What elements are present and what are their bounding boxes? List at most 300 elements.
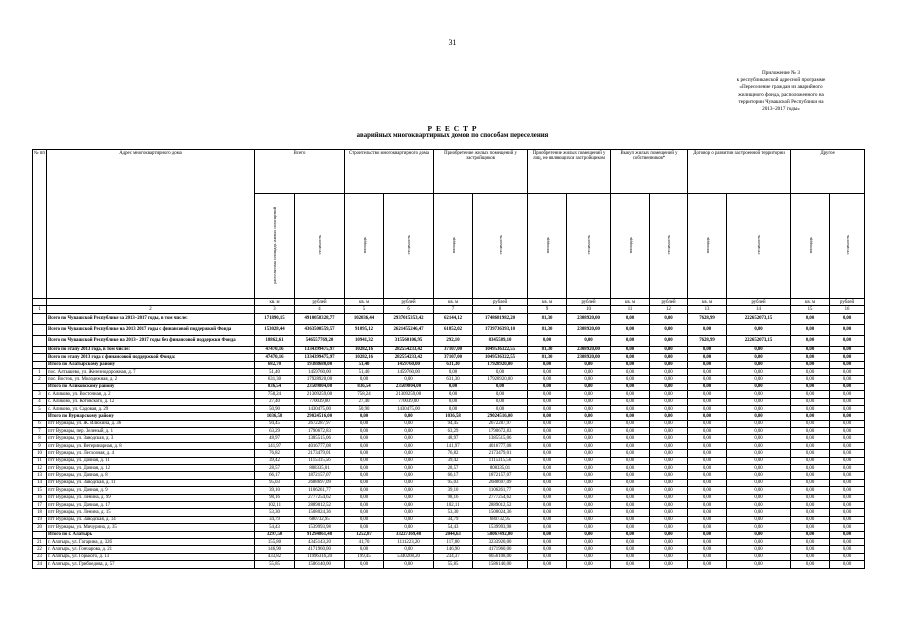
row-value: 0,00 bbox=[688, 428, 727, 435]
row-value: 0,00 bbox=[528, 413, 567, 420]
row-value: 0,00 bbox=[727, 501, 791, 508]
row-value: 0,00 bbox=[345, 561, 384, 568]
row-value: 2621455246,47 bbox=[384, 324, 434, 335]
header-subcolumn bbox=[611, 194, 650, 299]
row-value: 0,00 bbox=[688, 450, 727, 457]
row-value: 141,97 bbox=[434, 442, 473, 449]
row-value: 0,00 bbox=[830, 553, 865, 560]
row-value: 81,30 bbox=[528, 346, 567, 353]
row-value: 0,00 bbox=[528, 335, 567, 346]
row-value: 0,00 bbox=[384, 442, 434, 449]
row-value: 3297,50 bbox=[255, 531, 295, 538]
row-value: 0,00 bbox=[727, 524, 791, 531]
row-value: 234,37 bbox=[434, 553, 473, 560]
row-value: 155,80 bbox=[255, 538, 295, 545]
units-cell: рублей bbox=[830, 299, 865, 306]
row-value: 0,00 bbox=[611, 465, 650, 472]
row-value: 0,00 bbox=[384, 376, 434, 383]
row-value: 55,85 bbox=[255, 561, 295, 568]
row-value: 4171960,00 bbox=[473, 546, 528, 553]
header-subcolumn bbox=[473, 194, 528, 299]
table-row bbox=[33, 479, 865, 486]
row-value: 1872157,07 bbox=[295, 472, 345, 479]
row-value: 0,00 bbox=[727, 457, 791, 464]
column-number-cell: 2 bbox=[47, 306, 255, 313]
row-value: 0,00 bbox=[727, 516, 791, 523]
appendix-line: 2013–2017 годы» bbox=[762, 106, 800, 113]
header-subcolumn bbox=[384, 194, 434, 299]
row-value: 0,00 bbox=[567, 361, 611, 368]
row-value: 1334399475,97 bbox=[295, 346, 345, 353]
row-value: 0,00 bbox=[528, 561, 567, 568]
row-value: 0,00 bbox=[830, 538, 865, 545]
row-number: 11 bbox=[33, 457, 47, 464]
row-value: 1049536322,55 bbox=[473, 354, 528, 361]
row-address: пгт Вурнары, ул. Заводская, д. 14 bbox=[47, 516, 255, 523]
row-value: 0,00 bbox=[791, 354, 830, 361]
row-value: 0,00 bbox=[727, 346, 791, 353]
row-value: 2173479,01 bbox=[295, 450, 345, 457]
row-value: 770039,00 bbox=[384, 398, 434, 405]
row-value: 10941,32 bbox=[345, 335, 384, 346]
row-value: 1748681982,20 bbox=[473, 313, 528, 324]
row-value: 0,00 bbox=[528, 501, 567, 508]
row-value: 0,00 bbox=[567, 405, 611, 412]
row-value: 0,00 bbox=[650, 354, 688, 361]
row-value: 117,80 bbox=[434, 538, 473, 545]
row-value: 0,00 bbox=[650, 479, 688, 486]
column-number-cell: 13 bbox=[688, 306, 727, 313]
row-value: 0,00 bbox=[345, 516, 384, 523]
row-value: 0,00 bbox=[650, 494, 688, 501]
row-value: 0,00 bbox=[830, 524, 865, 531]
row-value: 0,00 bbox=[611, 376, 650, 383]
row-value: 0,00 bbox=[528, 465, 567, 472]
row-value: 0,00 bbox=[434, 391, 473, 398]
appendix-line: территории Чувашской Республики на bbox=[738, 98, 824, 105]
row-value: 21309259,00 bbox=[295, 391, 345, 398]
row-value: 0,00 bbox=[830, 442, 865, 449]
row-value: 0,00 bbox=[688, 368, 727, 375]
row-value: 0,00 bbox=[727, 324, 791, 335]
row-value: 0,00 bbox=[650, 420, 688, 427]
row-value: 2777254,62 bbox=[473, 494, 528, 501]
row-address: Всего по Чувашской Республике на 2013– 2017 годы без финансовой поддержки Фонда bbox=[47, 335, 255, 346]
table-row bbox=[33, 442, 865, 449]
row-value: 0,00 bbox=[830, 494, 865, 501]
row-value: 1430475,00 bbox=[384, 405, 434, 412]
row-value: 0,00 bbox=[830, 376, 865, 383]
summary-row bbox=[33, 346, 865, 353]
row-value: 0,00 bbox=[791, 361, 830, 368]
column-number-cell: 7 bbox=[434, 306, 473, 313]
row-number bbox=[33, 346, 47, 353]
row-value: 0,00 bbox=[345, 494, 384, 501]
row-value: 0,00 bbox=[791, 524, 830, 531]
table-row bbox=[33, 405, 865, 412]
row-value: 0,00 bbox=[650, 383, 688, 390]
header-subcolumn-label: стоимость bbox=[586, 235, 592, 255]
row-number: 7 bbox=[33, 428, 47, 435]
row-value: 48,97 bbox=[255, 435, 295, 442]
row-value: 0,00 bbox=[473, 405, 528, 412]
header-subcolumn-label: стоимость bbox=[756, 235, 762, 255]
row-value: 63,29 bbox=[255, 428, 295, 435]
row-value: 29024516,00 bbox=[295, 413, 345, 420]
header-subcolumn bbox=[791, 194, 830, 299]
header-subcolumn-label: стоимость bbox=[497, 235, 503, 255]
row-value: 0,00 bbox=[434, 405, 473, 412]
row-value: 0,00 bbox=[727, 479, 791, 486]
row-value: 0,00 bbox=[688, 494, 727, 501]
row-value: 0,00 bbox=[688, 435, 727, 442]
row-value: 0,00 bbox=[650, 561, 688, 568]
row-value: 0,00 bbox=[567, 472, 611, 479]
row-value: 0,00 bbox=[611, 509, 650, 516]
summary-row bbox=[33, 383, 865, 390]
row-value: 0,00 bbox=[688, 465, 727, 472]
row-value: 2777254,62 bbox=[295, 494, 345, 501]
row-value: 7628,99 bbox=[688, 335, 727, 346]
row-value: 0,00 bbox=[567, 465, 611, 472]
table-row bbox=[33, 398, 865, 405]
row-value: 0,00 bbox=[434, 368, 473, 375]
row-value: 1459760,00 bbox=[384, 361, 434, 368]
row-value: 33227369,48 bbox=[384, 531, 434, 538]
header-subcolumn-label: стоимость bbox=[844, 235, 850, 255]
row-value: 0,00 bbox=[528, 531, 567, 538]
column-number-cell: 11 bbox=[611, 306, 650, 313]
row-value: 0,00 bbox=[688, 472, 727, 479]
row-value: 0,00 bbox=[567, 391, 611, 398]
row-value: 0,00 bbox=[345, 420, 384, 427]
row-address: г. Алатырь, ул. Горького, д. 13 bbox=[47, 553, 255, 560]
row-value: 4363500559,57 bbox=[295, 324, 345, 335]
row-value: 0,00 bbox=[384, 479, 434, 486]
row-value: 0,00 bbox=[384, 487, 434, 494]
row-value: 94,45 bbox=[255, 420, 295, 427]
row-value: 0,00 bbox=[384, 509, 434, 516]
header-subcolumn bbox=[688, 194, 727, 299]
row-value: 1508024,36 bbox=[295, 509, 345, 516]
column-number-cell: 4 bbox=[295, 306, 345, 313]
row-address: пгт Вурнары, ул. Дачная, д. 17 bbox=[47, 501, 255, 508]
header-subcolumn-label: площадь bbox=[544, 236, 550, 254]
row-address: пгт Вурнары, ул. Дачная, д. 8 bbox=[47, 472, 255, 479]
column-number-cell: 12 bbox=[650, 306, 688, 313]
row-value: 0,00 bbox=[345, 546, 384, 553]
row-value: 282554233,42 bbox=[384, 354, 434, 361]
row-value: 0,00 bbox=[611, 428, 650, 435]
row-value: 2672287,97 bbox=[295, 420, 345, 427]
row-value: 0,00 bbox=[567, 413, 611, 420]
row-value: 0,00 bbox=[528, 538, 567, 545]
row-value: 0,00 bbox=[830, 472, 865, 479]
row-value: 0,00 bbox=[528, 428, 567, 435]
row-value: 0,00 bbox=[830, 420, 865, 427]
row-value: 141,97 bbox=[255, 442, 295, 449]
row-value: 146,90 bbox=[255, 546, 295, 553]
table-row bbox=[33, 516, 865, 523]
header-group: Приобретение жилых помещений у лиц, не являющихся застройщиком bbox=[528, 150, 611, 194]
column-number-cell: 1 bbox=[33, 306, 47, 313]
row-value: 0,00 bbox=[567, 509, 611, 516]
column-number-cell: 5 bbox=[345, 306, 384, 313]
table-row bbox=[33, 472, 865, 479]
table-row bbox=[33, 487, 865, 494]
row-value: 2889012,52 bbox=[295, 501, 345, 508]
row-address: пгт Вурнары, пер. Зеленый, д. 1 bbox=[47, 428, 255, 435]
header-subcolumn-label: стоимость bbox=[406, 235, 412, 255]
row-value: 758,24 bbox=[255, 391, 295, 398]
row-value: 0,00 bbox=[791, 383, 830, 390]
row-value: 631,30 bbox=[434, 361, 473, 368]
row-value: 0,00 bbox=[345, 509, 384, 516]
row-address: пгт Вурнары, ул. Ветеринарная, д. 8 bbox=[47, 442, 255, 449]
row-value: 2308920,00 bbox=[567, 354, 611, 361]
row-value: 47470,16 bbox=[255, 346, 295, 353]
header-group: Приобретение жилых помещений у застройщиков bbox=[434, 150, 528, 194]
row-value: 2173479,01 bbox=[473, 450, 528, 457]
document-title: Р Е Е С Т Р bbox=[427, 124, 478, 133]
row-number bbox=[33, 383, 47, 390]
row-value: 1508024,36 bbox=[473, 509, 528, 516]
row-value: 0,00 bbox=[727, 450, 791, 457]
row-value: 0,00 bbox=[688, 420, 727, 427]
row-value: 0,00 bbox=[528, 361, 567, 368]
units-cell: рублей bbox=[650, 299, 688, 306]
row-value: 0,00 bbox=[650, 435, 688, 442]
row-value: 34,79 bbox=[255, 516, 295, 523]
row-value: 0,00 bbox=[611, 405, 650, 412]
row-value: 0,00 bbox=[688, 524, 727, 531]
row-address: пос. Алтышево, ул. Железнодорожная, д. 7 bbox=[47, 368, 255, 375]
row-value: 0,00 bbox=[830, 546, 865, 553]
row-value: 0,00 bbox=[791, 324, 830, 335]
row-number: 13 bbox=[33, 472, 47, 479]
row-value: 0,00 bbox=[528, 398, 567, 405]
header-subcolumn-label: стоимость bbox=[317, 235, 322, 255]
row-value: 54,43 bbox=[255, 524, 295, 531]
row-value: 47470,16 bbox=[255, 354, 295, 361]
row-value: 0,00 bbox=[473, 368, 528, 375]
row-value: 4910058328,77 bbox=[295, 313, 345, 324]
row-value: 0,00 bbox=[791, 472, 830, 479]
row-value: 10282,16 bbox=[345, 346, 384, 353]
column-number-cell: 3 bbox=[255, 306, 295, 313]
row-value: 0,00 bbox=[611, 524, 650, 531]
row-value: 0,00 bbox=[791, 413, 830, 420]
row-value: 1252,87 bbox=[345, 531, 384, 538]
row-value: 631,30 bbox=[434, 376, 473, 383]
row-value: 0,00 bbox=[567, 479, 611, 486]
row-value: 292,10 bbox=[434, 335, 473, 346]
row-value: 27,40 bbox=[345, 398, 384, 405]
units-cell: рублей bbox=[384, 299, 434, 306]
row-value: 0,00 bbox=[791, 335, 830, 346]
header-subcolumn-label: расселяемая площадь жилых помещений bbox=[272, 206, 277, 284]
row-value: 0,00 bbox=[384, 494, 434, 501]
summary-row bbox=[33, 335, 865, 346]
units-cell: кв. м bbox=[611, 299, 650, 306]
row-value: 0,00 bbox=[791, 546, 830, 553]
row-value: 0,00 bbox=[727, 420, 791, 427]
row-value: 1111223,20 bbox=[384, 538, 434, 545]
header-subcolumn bbox=[567, 194, 611, 299]
row-number bbox=[33, 361, 47, 368]
row-value: 0,00 bbox=[791, 442, 830, 449]
row-value: 0,00 bbox=[384, 413, 434, 420]
row-value: 0,00 bbox=[791, 561, 830, 568]
row-value: 0,00 bbox=[727, 398, 791, 405]
row-value: 0,00 bbox=[830, 354, 865, 361]
row-value: 91095,12 bbox=[345, 324, 384, 335]
row-value: 76,82 bbox=[255, 450, 295, 457]
row-number bbox=[33, 413, 47, 420]
row-value: 102,11 bbox=[434, 501, 473, 508]
row-value: 0,00 bbox=[384, 465, 434, 472]
row-value: 0,00 bbox=[650, 428, 688, 435]
row-value: 0,00 bbox=[611, 450, 650, 457]
row-value: 0,00 bbox=[791, 346, 830, 353]
row-value: 0,00 bbox=[830, 405, 865, 412]
row-value: 0,00 bbox=[611, 561, 650, 568]
row-value: 0,00 bbox=[528, 553, 567, 560]
row-value: 0,00 bbox=[791, 531, 830, 538]
row-value: 0,00 bbox=[830, 361, 865, 368]
row-value: 0,00 bbox=[650, 450, 688, 457]
row-value: 0,00 bbox=[650, 472, 688, 479]
row-value: 0,00 bbox=[688, 405, 727, 412]
units-cell: кв. м bbox=[791, 299, 830, 306]
row-value: 0,00 bbox=[650, 457, 688, 464]
row-value: 0,00 bbox=[567, 435, 611, 442]
header-subcolumn bbox=[434, 194, 473, 299]
row-value: 0,00 bbox=[384, 472, 434, 479]
header-subcolumn-label: стоимость bbox=[666, 235, 672, 255]
row-value: 0,00 bbox=[688, 546, 727, 553]
row-value: 17928920,00 bbox=[473, 376, 528, 383]
row-value: 0,00 bbox=[611, 346, 650, 353]
row-value: 0,00 bbox=[830, 509, 865, 516]
row-value: 1872157,07 bbox=[473, 472, 528, 479]
row-value: 61852,02 bbox=[434, 324, 473, 335]
row-value: 0,00 bbox=[650, 391, 688, 398]
row-value: 0,00 bbox=[650, 487, 688, 494]
row-address: Итого по Вурнарскому району bbox=[47, 413, 255, 420]
row-value: 10282,16 bbox=[345, 354, 384, 361]
row-value: 0,00 bbox=[567, 524, 611, 531]
units-cell: кв. м bbox=[434, 299, 473, 306]
column-number-cell: 8 bbox=[473, 306, 528, 313]
row-number bbox=[33, 354, 47, 361]
row-value: 1385515,06 bbox=[295, 435, 345, 442]
row-value: 0,00 bbox=[611, 516, 650, 523]
header-subcolumn bbox=[528, 194, 567, 299]
row-value: 1334399475,97 bbox=[295, 354, 345, 361]
row-value: 1115315,56 bbox=[295, 457, 345, 464]
row-value: 0,00 bbox=[727, 391, 791, 398]
table-row bbox=[33, 538, 865, 545]
header-subcolumn-label: площадь bbox=[807, 236, 813, 254]
row-value: 0,00 bbox=[611, 479, 650, 486]
row-value: 39,42 bbox=[255, 457, 295, 464]
row-value: 0,00 bbox=[791, 487, 830, 494]
column-number-cell: 16 bbox=[830, 306, 865, 313]
row-address: с. Аликово, ул. Садовая, д. 29 bbox=[47, 405, 255, 412]
row-value: 0,00 bbox=[528, 479, 567, 486]
row-value: 0,00 bbox=[384, 420, 434, 427]
row-value: 808335,01 bbox=[473, 465, 528, 472]
header-subcolumn bbox=[650, 194, 688, 299]
column-number-cell: 14 bbox=[727, 306, 791, 313]
row-value: 0,00 bbox=[345, 479, 384, 486]
table-row bbox=[33, 561, 865, 568]
row-address: пос. Восток, ул. Молодежная, д. 2 bbox=[47, 376, 255, 383]
header-subcolumn-label: площадь bbox=[361, 236, 367, 254]
row-value: 0,00 bbox=[650, 442, 688, 449]
row-value: 39,10 bbox=[434, 487, 473, 494]
header-group: Всего bbox=[255, 150, 345, 194]
row-value: 2308920,00 bbox=[567, 324, 611, 335]
row-value: 0,00 bbox=[727, 354, 791, 361]
row-value: 0,00 bbox=[727, 561, 791, 568]
row-value: 37107,00 bbox=[434, 346, 473, 353]
row-value: 0,00 bbox=[650, 509, 688, 516]
row-value: 0,00 bbox=[345, 442, 384, 449]
row-value: 0,00 bbox=[791, 501, 830, 508]
row-value: 0,00 bbox=[650, 313, 688, 324]
row-value: 95,03 bbox=[255, 479, 295, 486]
row-value: 222652073,15 bbox=[727, 335, 791, 346]
row-value: 66,17 bbox=[434, 472, 473, 479]
row-address: пгт Вурнары, ул. Ленина, д. 15 bbox=[47, 509, 255, 516]
row-value: 0,00 bbox=[688, 561, 727, 568]
row-value: 0,00 bbox=[650, 361, 688, 368]
row-value: 146,90 bbox=[434, 546, 473, 553]
row-value: 0,00 bbox=[528, 435, 567, 442]
row-value: 0,00 bbox=[791, 553, 830, 560]
row-value: 0,00 bbox=[528, 546, 567, 553]
row-value: 0,00 bbox=[830, 501, 865, 508]
row-value: 0,00 bbox=[611, 487, 650, 494]
row-value: 27,40 bbox=[255, 398, 295, 405]
row-value: 0,00 bbox=[650, 531, 688, 538]
row-value: 0,00 bbox=[688, 346, 727, 353]
row-value: 19388680,00 bbox=[295, 361, 345, 368]
units-cell: рублей bbox=[295, 299, 345, 306]
units-cell: кв. м bbox=[688, 299, 727, 306]
row-address: пгт Вурнары, ул. Заводская, д. 11 bbox=[47, 479, 255, 486]
summary-row bbox=[33, 413, 865, 420]
row-number: 4 bbox=[33, 398, 47, 405]
row-value: 0,00 bbox=[688, 442, 727, 449]
row-value: 1539993,98 bbox=[295, 524, 345, 531]
row-value: 0,00 bbox=[791, 494, 830, 501]
summary-row bbox=[33, 313, 865, 324]
row-value: 0,00 bbox=[567, 398, 611, 405]
row-value: 81,30 bbox=[528, 324, 567, 335]
row-value: 0,00 bbox=[611, 313, 650, 324]
row-value: 0,00 bbox=[727, 442, 791, 449]
row-value: 11996316,20 bbox=[295, 553, 345, 560]
row-value: 2672287,97 bbox=[473, 420, 528, 427]
row-value: 1790672,83 bbox=[473, 428, 528, 435]
table-row bbox=[33, 450, 865, 457]
row-value: 0,00 bbox=[791, 405, 830, 412]
row-value: 0,00 bbox=[830, 465, 865, 472]
row-value: 51,40 bbox=[255, 368, 295, 375]
